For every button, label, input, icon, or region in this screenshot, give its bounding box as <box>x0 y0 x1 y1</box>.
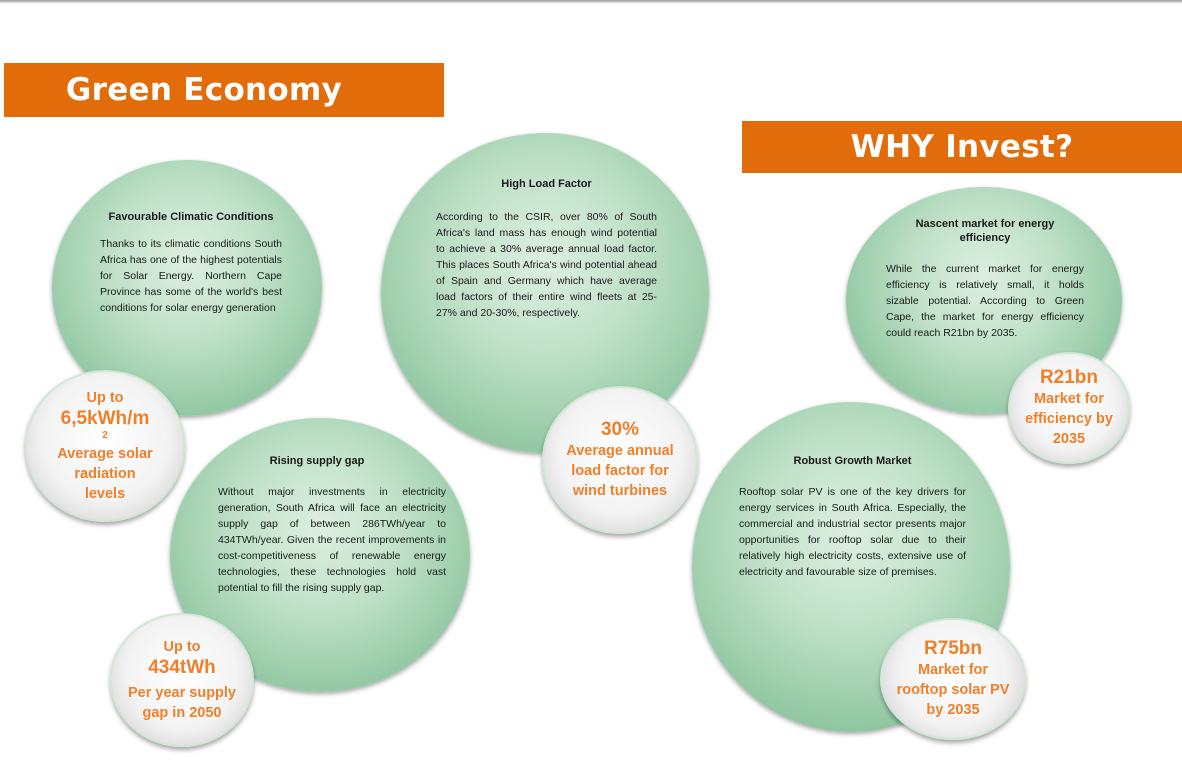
badge-caption: Average annual load factor for wind turbines <box>566 443 674 499</box>
bubble-title: Favourable Climatic Conditions <box>108 211 274 223</box>
badge-caption: Market for efficiency by 2035 <box>1025 391 1113 447</box>
bubble-title: Nascent market for energy efficiency <box>915 218 1055 244</box>
badge-supply-gap <box>110 613 254 747</box>
green-economy-banner <box>4 63 444 117</box>
bubble-body: Thanks to its climatic conditions South Africa has one of the highest potentials for Solar Energy. Northern Cape Province has some of the world's best conditions for solar energy generation <box>100 238 282 314</box>
badge-prefix: Up to <box>86 390 124 406</box>
badge-value: R75bn <box>923 638 983 659</box>
badge-value: R21bn <box>1039 367 1099 388</box>
badge-caption: Per year supply gap in 2050 <box>128 685 236 721</box>
why-invest-title: WHY Invest? <box>850 129 1074 165</box>
badge-value: 6,5kWh/m <box>60 408 150 429</box>
badge-rooftop-solar-market <box>880 618 1026 740</box>
bubble-body: While the current market for energy efficiency is relatively small, it holds sizable potential. According to Green Cape, the market for energy efficiency could reach R21bn by 2035. <box>886 263 1084 339</box>
bubble-body: Without major investments in electricity generation, South Africa will face an electricity supply gap of between 286TWh/year to 434TWh/year. Given the recent improvements in cost-competitiveness of renewable energy technologies, these technologies hold vast potential to fill the rising supply gap. <box>218 486 446 594</box>
bubble-body: Rooftop solar PV is one of the key drivers for energy services in South Africa. Especially, the commercial and industrial sector presents major opportunities for rooftop solar due to their relatively high electricity costs, extensive use of electricity and favourable size of premises. <box>739 486 966 578</box>
badge-solar-radiation <box>25 370 185 522</box>
top-divider <box>0 0 1182 3</box>
why-invest-banner <box>742 121 1182 173</box>
badge-value: 434tWh <box>148 657 216 678</box>
bubble-title: Rising supply gap <box>269 455 365 467</box>
badge-superscript: 2 <box>102 430 108 441</box>
bubble-title: Robust Growth Market <box>793 455 912 467</box>
badge-prefix: Up to <box>163 639 201 655</box>
bubble-title: High Load Factor <box>501 178 592 190</box>
badge-caption: Market for rooftop solar PV by 2035 <box>896 662 1010 718</box>
badge-value: 30% <box>600 419 640 440</box>
badge-wind-load-factor <box>542 386 698 534</box>
bubble-body: According to the CSIR, over 80% of South Africa's land mass has enough wind potential to achieve a 30% average annual load factor. This places South Africa's wind potential ahead of Spain and Germany which have average load factors of their entire wind fleets at 25-27% and 20-30%, respectively. <box>436 211 657 319</box>
green-economy-title: Green Economy <box>65 72 343 108</box>
badge-caption: Average solar radiation levels <box>57 446 153 502</box>
badge-efficiency-market <box>1008 352 1130 464</box>
